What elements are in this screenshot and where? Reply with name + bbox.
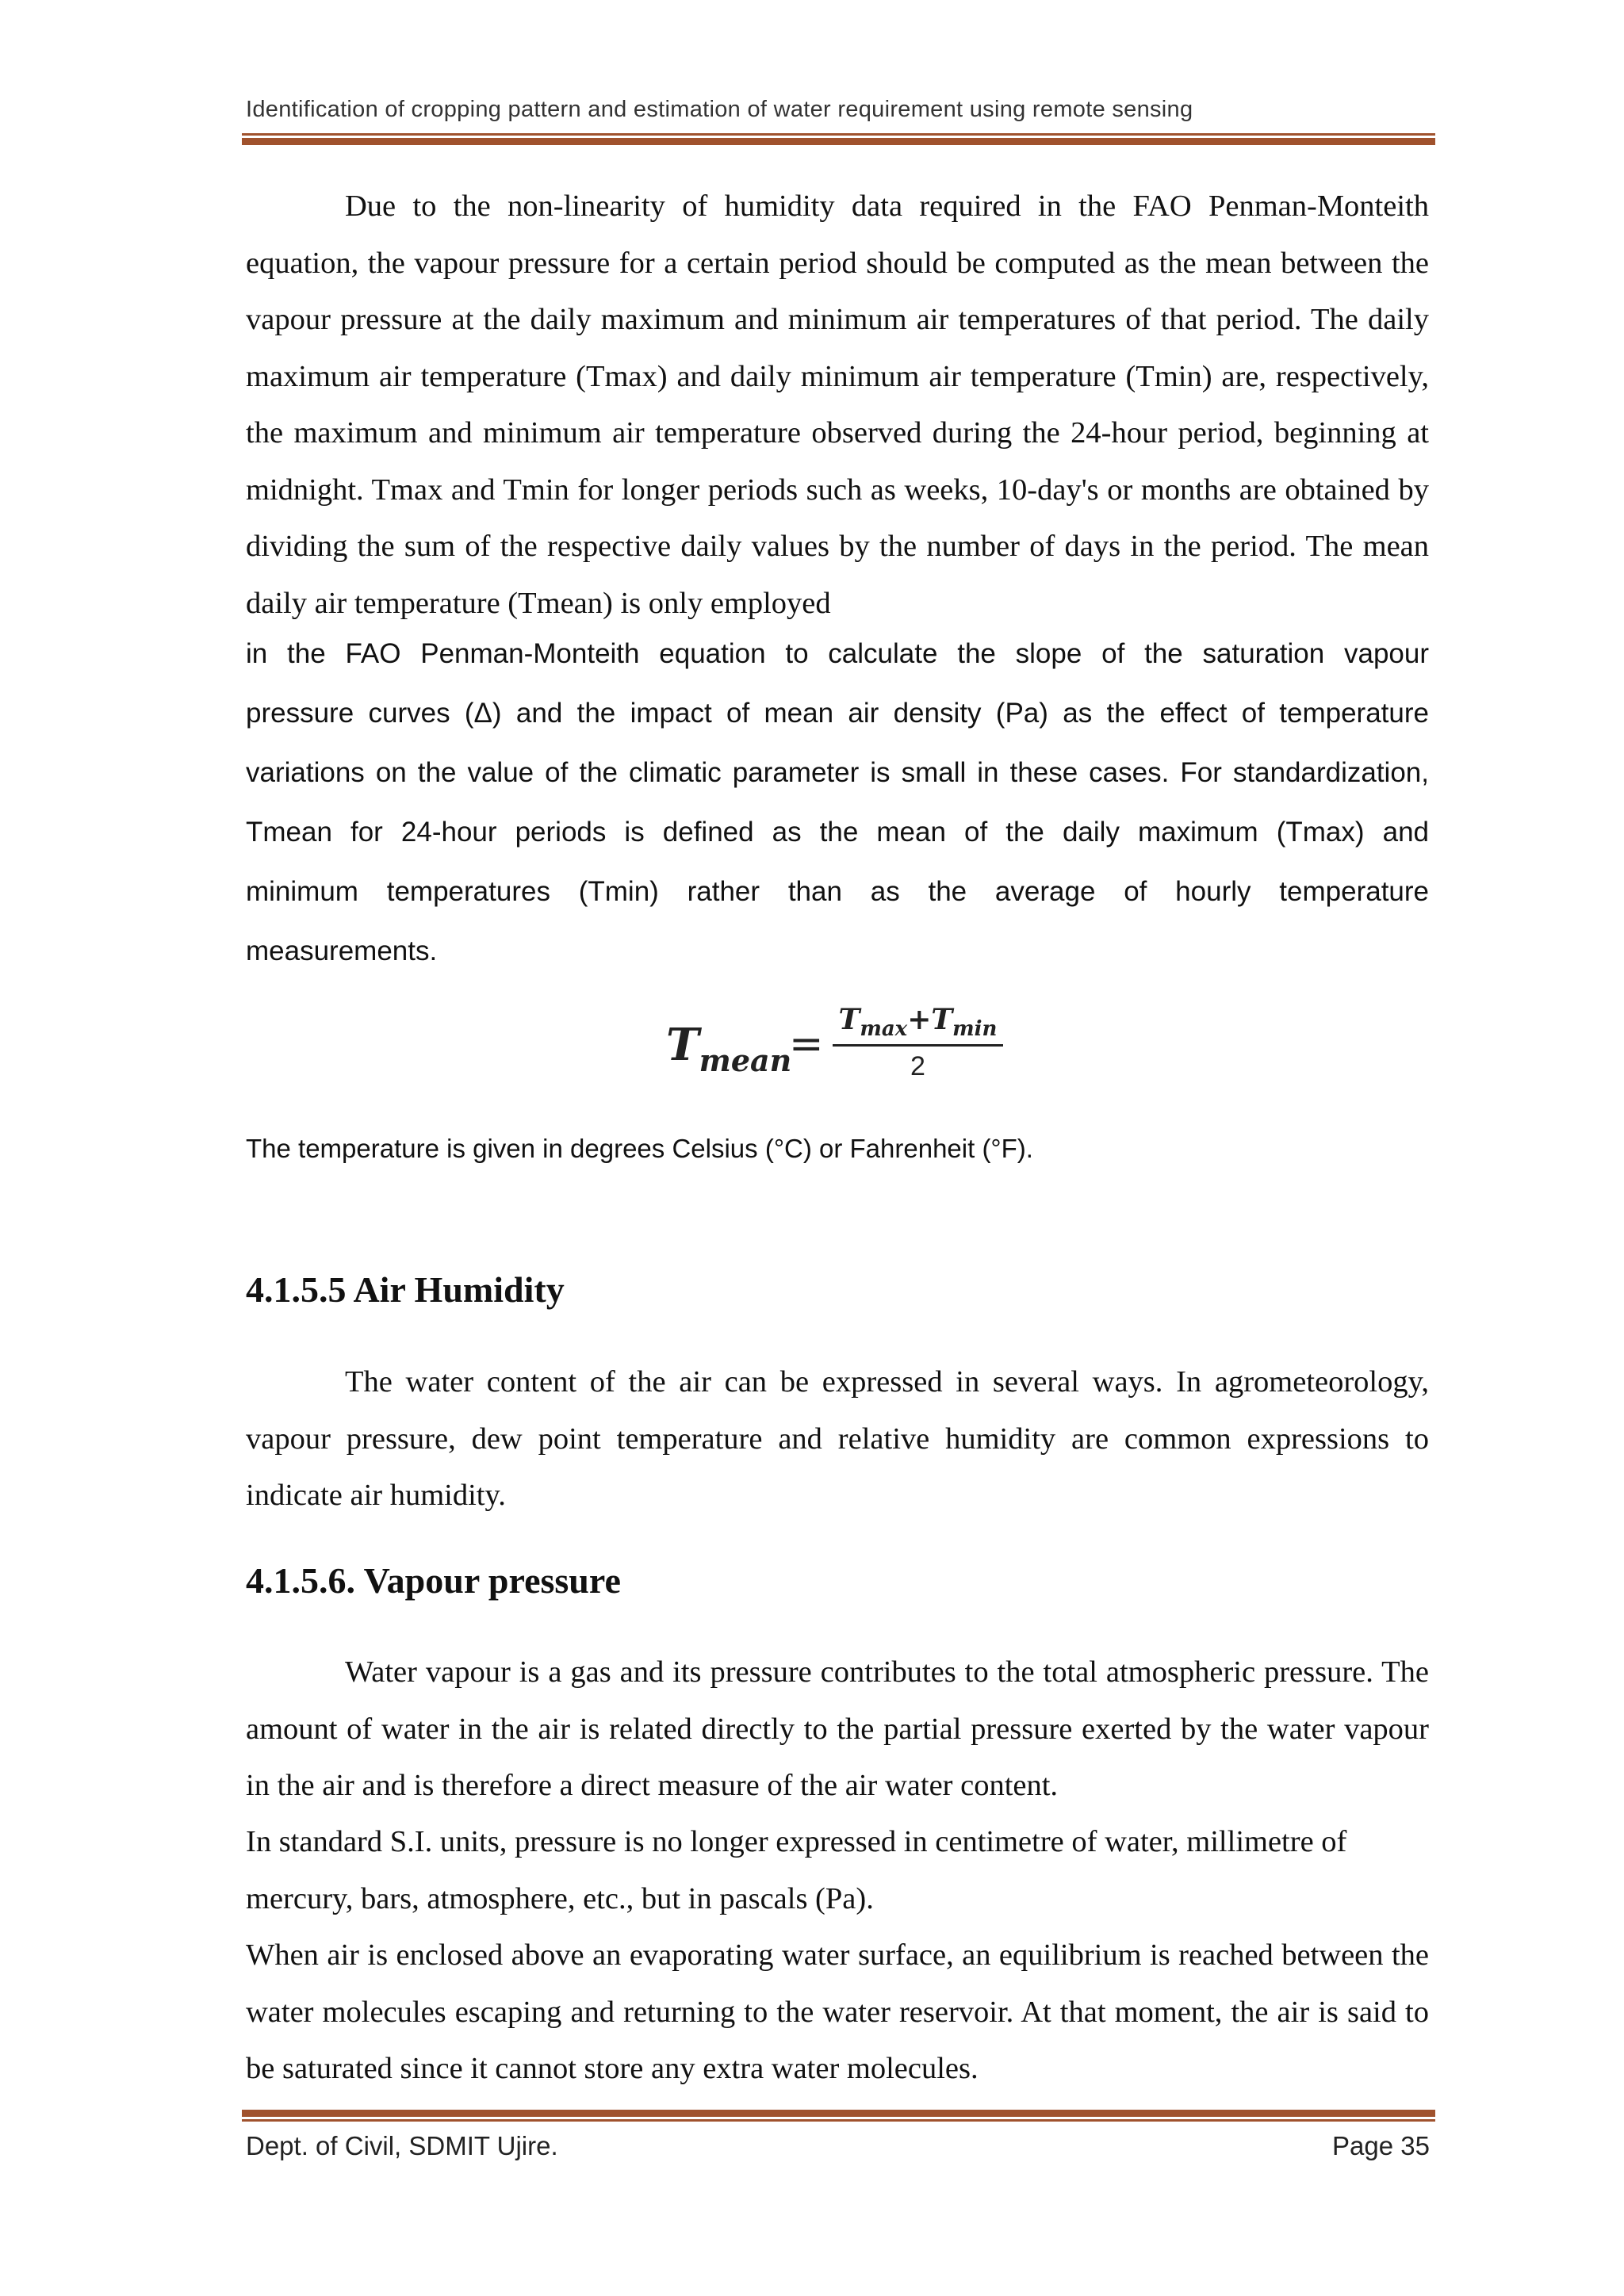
heading-air-humidity: 4.1.5.5 Air Humidity xyxy=(246,1269,565,1310)
formula-fraction xyxy=(833,1003,1003,1082)
paragraph-vapour-pressure-1: Water vapour is a gas and its pressure contributes to the total atmospheric pressure. The amount of water in the air is related directly to the partial pressure exerted by the water vapour in the air and is therefore a direct measure of the air water content. xyxy=(246,1655,1429,1802)
paragraph-air-humidity: The water content of the air can be expressed in several ways. In agrometeorology, vapour pressure, dew point temperature and relative humidity are common expressions to indicate air humidity. xyxy=(246,1365,1429,1512)
formula-lhs: $T_{mean}$ xyxy=(666,1019,792,1078)
heading-vapour-pressure: 4.1.5.6. Vapour pressure xyxy=(246,1560,621,1601)
formula-numerator: $T_{max}+T_{min}$ xyxy=(838,1003,998,1041)
footer-page-number: Page 35 xyxy=(1332,2131,1430,2160)
formula-equals: = xyxy=(789,1020,824,1068)
footer-department: Dept. of Civil, SDMIT Ujire. xyxy=(246,2131,558,2160)
paragraph-tmean-sans: in the FAO Penman-Monteith equation to calculate the slope of the saturation vapour pressure curves (Δ) and the impact of mean air density (Pa) as the effect of temperature variations on the value of the climatic parameter is small in these cases. For standardization, Tmean for 24-hour periods is defined as the mean of the daily maximum (Tmax) and minimum temperatures (Tmin) rather than as the average of hourly temperature measurements. xyxy=(246,638,1429,966)
formula-denominator: 2 xyxy=(910,1051,925,1081)
header-rule xyxy=(242,133,1435,145)
running-header: Identification of cropping pattern and estimation of water requirement using remote sensing xyxy=(246,97,1193,122)
paragraph-tmean-serif: Due to the non-linearity of humidity data required in the FAO Penman-Monteith equation, the vapour pressure for a certain period should be computed as the mean between the vapour pressure at the daily maximum and minimum air temperatures of that period. The daily maximum air temperature (Tmax) and daily minimum air temperature (Tmin) are, respectively, the maximum and minimum air temperature observed during the 24-hour period, beginning at midnight. Tmax and Tmin for longer periods such as weeks, 10-day's or months are obtained by dividing the sum of the respective daily values by the number of days in the period. The mean daily air temperature (Tmean) is only employed xyxy=(246,189,1429,620)
temperature-units-note: The temperature is given in degrees Celsius (°C) or Fahrenheit (°F). xyxy=(246,1134,1033,1163)
tmean-formula xyxy=(666,1003,1015,1090)
paragraph-vapour-pressure-2: In standard S.I. units, pressure is no longer expressed in centimetre of water, millimetre of mercury, bars, atmosphere, etc., but in pascals (Pa). xyxy=(246,1825,1347,1915)
paragraph-vapour-pressure-3: When air is enclosed above an evaporating water surface, an equilibrium is reached between the water molecules escaping and returning to the water reservoir. At that moment, the air is said to be saturated since it cannot store any extra water molecules. xyxy=(246,1938,1429,2085)
footer-rule xyxy=(242,2110,1435,2122)
fraction-bar xyxy=(833,1044,1003,1047)
